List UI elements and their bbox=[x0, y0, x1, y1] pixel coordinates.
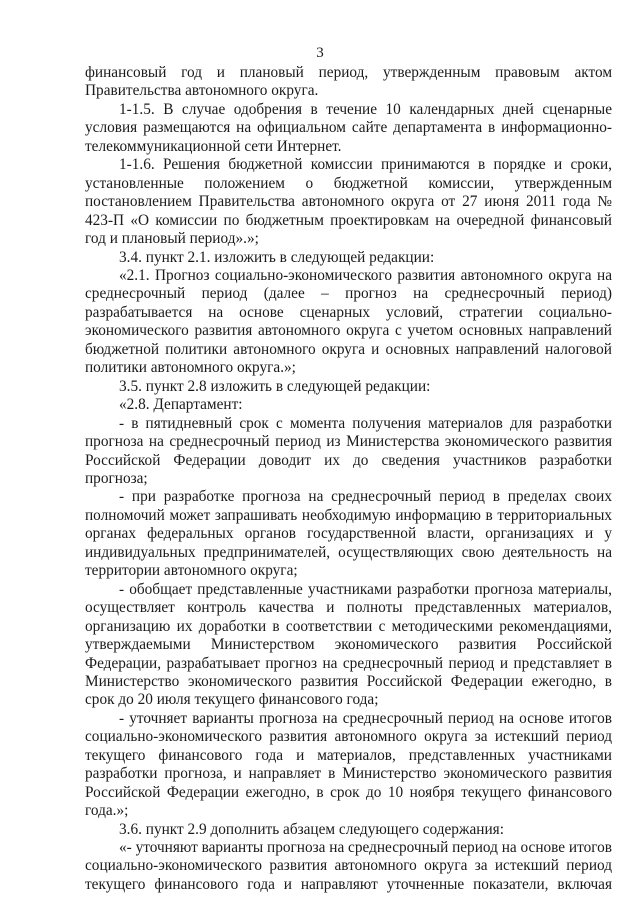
paragraph-1-1-5: 1-1.5. В случае одобрения в течение 10 календарных дней сценарные условия размещаются на официальном сайте департамента в информационно-телекоммуникационной сети Интернет. bbox=[85, 100, 612, 155]
list-item-refine: - уточняет варианты прогноза на среднесрочный период на основе итогов социально-экономического развития автономного округа за истекший период текущего финансового года и материалов, представленных участниками разработки прогноза, и направляет в Министерство экономического развития Российской Федерации ежегодно, в срок до 10 ноября текущего финансового года.»; bbox=[85, 709, 612, 820]
document-body bbox=[85, 64, 612, 894]
paragraph-3-6: 3.6. пункт 2.9 дополнить абзацем следующего содержания: bbox=[119, 820, 504, 838]
paragraph-1-1-6: 1-1.6. Решения бюджетной комиссии принимаются в порядке и сроки, установленные положением о бюджетной комиссии, утвержденным постановлением Правительства автономного округа от 27 июня 2011 года № 423-П «О комиссии по бюджетным проектировкам на очередной финансовый год и плановый период».»; bbox=[85, 156, 612, 248]
list-item-requests: - при разработке прогноза на среднесрочный период в пределах своих полномочий может запрашивать необходимую информацию в территориальных органах федеральных органов государственной власти, организациях и у индивидуальных предпринимателей, осуществляющих свою деятельность на территории автономного округа; bbox=[85, 488, 612, 580]
paragraph-2-9-addition: «- уточняют варианты прогноза на среднесрочный период на основе итогов социально-экономического развития автономного округа за истекший период текущего финансового года и направляют уточненные показатели, включая bbox=[85, 839, 612, 893]
list-item-materials: - в пятидневный срок с момента получения материалов для разработки прогноза на среднесрочный период из Министерства экономического развития Российской Федерации доводит их до сведения участников разработки прогноза; bbox=[85, 414, 612, 487]
list-item-summary: - обобщает представленные участниками разработки прогноза материалы, осуществляет контроль качества и полноты представленных материалов, организацию их доработки в соответствии с методическими рекомендациями, утверждаемыми Министерством экономического развития Российской Федерации, разрабатывает прогноз на среднесрочный период и представляет в Министерство экономического развития Российской Федерации ежегодно, в срок до 20 июля текущего финансового года; bbox=[85, 580, 612, 709]
paragraph-2-1: «2.1. Прогноз социально-экономического развития автономного округа на среднесрочный период (далее – прогноз на среднесрочный период) разрабатывается на основе сценарных условий, стратегии социально-экономического развития автономного округа с учетом основных направлений бюджетной политики автономного округа и основных направлений налоговой политики автономного округа.»; bbox=[85, 266, 612, 377]
paragraph-3-4: 3.4. пункт 2.1. изложить в следующей редакции: bbox=[119, 248, 435, 266]
paragraph-3-5: 3.5. пункт 2.8 изложить в следующей редакции: bbox=[119, 377, 431, 395]
paragraph-continuation: финансовый год и плановый период, утвержденным правовым актом Правительства автономного округа. bbox=[85, 64, 612, 100]
paragraph-2-8-heading: «2.8. Департамент: bbox=[119, 396, 243, 414]
page-number: 3 bbox=[316, 45, 324, 61]
